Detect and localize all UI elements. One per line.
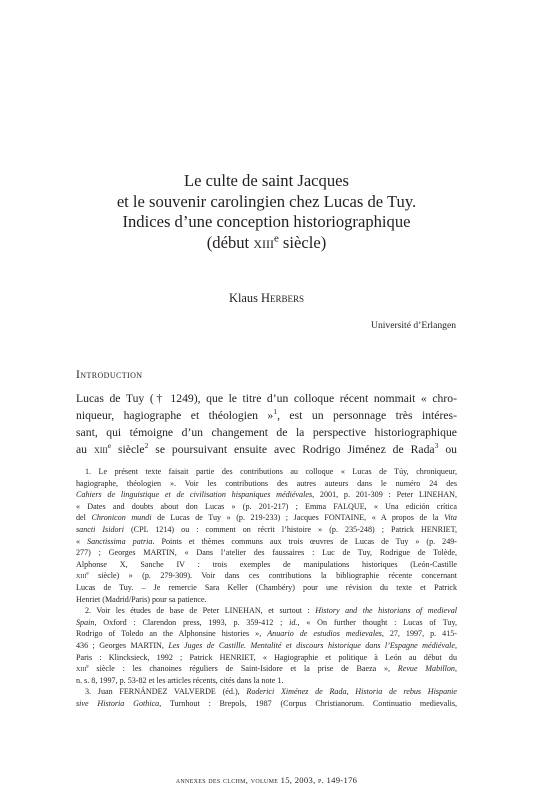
footnote-line <box>76 628 457 640</box>
body-text-run: se poursuivant ensuite avec Rodrigo Jiménez de Rada <box>148 443 435 456</box>
footnote-text: . Points et thèmes communs aux trois œuvres de Lucas de Tuy » (p. 249- <box>152 536 457 546</box>
footnote-line <box>76 512 457 524</box>
footnote-line <box>76 489 457 501</box>
century-numeral: xiii <box>76 664 87 674</box>
title-line: Le culte de saint Jacques <box>184 171 349 190</box>
footnote-ref[interactable]: 3 <box>434 441 439 451</box>
work-title: sancti Isidori <box>76 524 124 534</box>
century-suffix: e <box>86 570 89 577</box>
footnote-text: , « On further thought : Lucas of Tuy, <box>297 617 457 627</box>
footnote-line <box>76 605 457 617</box>
footnote-text: (CPL 1214) ou : comment on récrit l’histoire » (p. 235-248) ; Patrick HENRIET, <box>123 524 457 534</box>
footnote-line: 1. Le présent texte faisait partie des contributions au colloque « Lucas de Túy, chroniqueur, <box>85 467 457 476</box>
century-numeral: xiii <box>93 443 108 456</box>
title-line: et le souvenir carolingien chez Lucas de Tuy. <box>116 191 417 211</box>
footnote-line <box>76 663 457 675</box>
footnote-line: « Dates and doubts about don Lucas » (p. 201-217) ; Emma FALQUE, « Una edición crítica <box>76 501 457 511</box>
footnote-text: , 27, 1997, p. 415- <box>381 629 457 639</box>
title-line: Indices d’une conception historiographique <box>122 212 411 231</box>
work-title: History and the historians of medieval <box>315 606 457 616</box>
footnote-line: Alphonse X, Sanche IV : trois exemples de manipulations historiques (León-Castille <box>76 559 457 569</box>
author-last-name: Herbers <box>261 291 304 305</box>
title-line <box>60 233 473 254</box>
footnote-ref[interactable]: 1 <box>273 407 278 417</box>
footnote-text: 436 ; Georges MARTIN, <box>76 640 169 650</box>
footnote-line <box>76 524 457 536</box>
footnote-line <box>76 536 457 548</box>
footnote-text: siècle) » (p. 279-309). Voir dans ces contributions la bibliographie récente concernant <box>88 571 457 581</box>
footnote-text: , Oxford : Clarendon press, 1993, p. 359-412 ; <box>94 617 290 627</box>
footnote-line: hagiographe, théologien ». Voir les contributions des autres auteurs dans le numéro 24 des <box>76 478 457 488</box>
body-text-run: ou <box>438 443 458 456</box>
body-line: sant, qui témoigne d’un changement de la perspective historiographique <box>76 426 457 439</box>
footnote-text: « <box>76 536 88 546</box>
century-numeral: xiii <box>253 232 274 252</box>
footnote-text: de Lucas de Tuy » (p. 219-233) ; Jacques FONTAINE, « A propos de la <box>151 513 445 523</box>
author-first-name: Klaus <box>229 291 258 305</box>
article-title <box>60 171 473 253</box>
footnote-line: Henriet (Madrid/Paris) pour sa patience. <box>76 594 207 604</box>
century-suffix: e <box>107 441 112 451</box>
footnote-line: Paris : Klincksieck, 1992 ; Patrick HENRIET, « Hagiographie et politique à León au début du <box>76 652 457 662</box>
footnote-line <box>76 570 457 582</box>
author-name <box>60 291 473 306</box>
footnote-text: , Turnhout : Brepols, 1987 (Corpus Christianorum. Continuatio medievalis, <box>159 698 457 708</box>
century-suffix: e <box>273 231 279 244</box>
journal-title: Revue Mabillon <box>397 664 455 674</box>
body-line: Lucas de Tuy († 1249), que le titre d’un colloque récent nommait « chro- <box>76 392 457 405</box>
century-suffix: e <box>86 663 89 670</box>
footnote-text: , 2001, p. 201-309 : Peter LINEHAN, <box>312 490 457 500</box>
footnote-text: , <box>454 640 457 650</box>
work-title: Roderici Ximénez de Rada, Historia de rebus Hispanie <box>246 687 458 697</box>
footnote-text: del <box>76 513 92 523</box>
footnote-line: 277) ; Georges MARTIN, « Dans l’atelier des faussaires : Luc de Tuy, Rodrigue de Tolède, <box>76 548 457 558</box>
footnote-ref[interactable]: 2 <box>144 441 149 451</box>
footnote-text: siècle : les chanoines réguliers de Saint-Isidore et la prise de Baeza », <box>88 664 398 674</box>
body-text-run: , est un personnage très intéres- <box>277 409 457 422</box>
section-heading: Introduction <box>76 368 143 381</box>
work-title: Les Juges de Castille. Mentalité et discours historique dans l’Espagne médiévale <box>168 640 455 650</box>
work-title: Vita <box>444 513 457 523</box>
body-text-run: au <box>76 443 94 456</box>
body-text-run: siècle <box>111 443 145 456</box>
title-text: (début <box>206 232 254 252</box>
body-text-run: niqueur, hagiographe et théologien » <box>76 409 274 422</box>
work-title: Sanctissima patria <box>87 536 153 546</box>
author-affiliation: Université d’Erlangen <box>371 320 456 331</box>
journal-title: Cahiers de linguistique et de civilisation hispaniques médiévales <box>76 490 313 500</box>
footnote-line: n. s. 8, 1997, p. 53-82 et les articles récents, cités dans la note 1. <box>76 675 284 685</box>
footnote-text: 2. Voir les études de base de Peter LINEHAN, et surtout : <box>85 606 316 616</box>
work-title: Spain <box>76 617 95 627</box>
footnote-line <box>76 640 457 652</box>
footnote-line <box>76 686 457 698</box>
footnote-line: Lucas de Tuy. – Je remercie Sara Keller (Chambéry) pour une révision du texte et Patrick <box>76 582 457 592</box>
body-line <box>76 407 457 424</box>
footnote-line <box>76 698 457 710</box>
footnote-text: Rodrigo of Toledo an the Alphonsine histories », <box>76 629 268 639</box>
work-title: sive Historia Gothica <box>76 698 160 708</box>
work-title: id. <box>289 617 298 627</box>
journal-title: Anuario de estudios medievales <box>267 629 382 639</box>
running-footer: annexes des clchm, volume 15, 2003, p. 149-176 <box>175 775 358 785</box>
century-numeral: xiii <box>76 571 87 581</box>
footnotes <box>76 466 457 709</box>
footnote-line <box>76 617 457 629</box>
footnote-text: 3. Juan FERNÁNDEZ VALVERDE (éd.), <box>85 687 247 697</box>
footnote-text: , <box>454 664 458 674</box>
body-line <box>76 441 457 458</box>
title-text: siècle) <box>278 232 327 252</box>
work-title: Chronicon mundi <box>91 513 152 523</box>
body-text <box>76 390 457 458</box>
